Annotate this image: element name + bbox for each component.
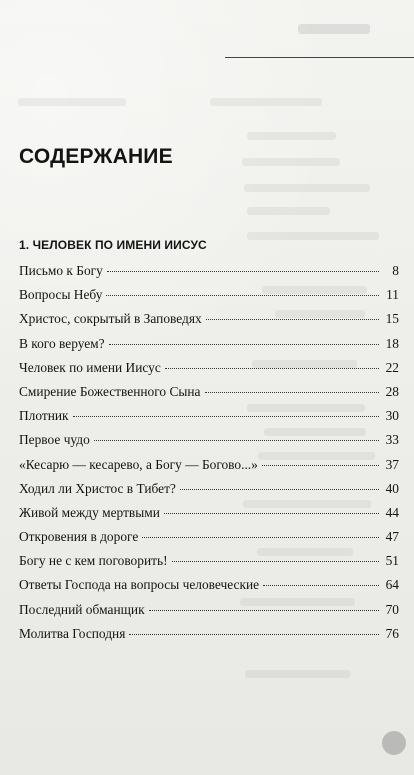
toc-entry-3	[19, 312, 399, 336]
toc-entry-15	[19, 603, 399, 627]
toc-entry-page: 22	[385, 359, 399, 375]
toc-entry-16	[19, 627, 399, 651]
toc-entry-page: 33	[385, 432, 399, 448]
ghost-line-2	[210, 98, 322, 106]
toc-entry-14	[19, 578, 399, 602]
toc-entry-title: Письмо к Богу	[19, 263, 103, 278]
toc-entry-page: 15	[385, 311, 399, 327]
dot-leader	[149, 610, 379, 611]
ghost-line-3	[247, 132, 336, 140]
toc-entry-title: Первое чудо	[19, 432, 90, 448]
dot-leader	[180, 489, 379, 490]
ghost-line-17	[245, 670, 350, 678]
dot-leader	[94, 440, 379, 441]
table-of-contents	[19, 264, 399, 651]
toc-entry-title: Христос, сокрытый в Заповедях	[19, 311, 202, 327]
toc-entry-4	[19, 337, 399, 361]
toc-entry-1	[19, 264, 399, 288]
toc-entry-title: Богу не с кем поговорить!	[19, 553, 168, 569]
dot-leader	[129, 634, 379, 635]
toc-entry-page: 30	[385, 408, 399, 424]
dot-leader	[109, 344, 379, 345]
dot-leader	[205, 392, 380, 393]
toc-entry-6	[19, 385, 399, 409]
dot-leader	[107, 271, 379, 272]
toc-entry-title: Человек по имени Иисус	[19, 359, 161, 375]
dot-leader	[106, 295, 379, 296]
ghost-line-4	[242, 158, 340, 166]
ghost-line-1	[18, 98, 126, 106]
toc-entry-2	[19, 288, 399, 312]
toc-entry-12	[19, 530, 399, 554]
toc-entry-title: «Кесарю — кесарево, а Богу — Богово...»	[19, 456, 258, 472]
toc-entry-13	[19, 554, 399, 578]
toc-entry-title: Ответы Господа на вопросы человеческие	[19, 577, 260, 593]
toc-entry-8	[19, 433, 399, 457]
ghost-line-7	[247, 232, 379, 240]
toc-entry-title: Последний обманщик	[19, 601, 145, 617]
toc-entry-page: 64	[385, 577, 399, 593]
dot-leader	[262, 465, 379, 466]
toc-entry-title: Живой между мертвыми	[19, 504, 160, 520]
top-rule	[225, 57, 414, 58]
toc-entry-page: 11	[386, 287, 399, 303]
dot-leader	[164, 513, 379, 514]
toc-entry-7	[19, 409, 399, 433]
toc-entry-page: 51	[385, 553, 399, 569]
toc-entry-page: 70	[385, 601, 399, 617]
toc-entry-page: 37	[385, 456, 399, 472]
section-heading: 1. ЧЕЛОВЕК ПО ИМЕНИ ИИСУС	[19, 238, 207, 252]
toc-entry-page: 28	[385, 383, 399, 399]
dot-leader	[263, 585, 379, 586]
toc-entry-title: Откровения в дороге	[19, 529, 139, 545]
dot-leader	[165, 368, 379, 369]
toc-entry-page: 40	[385, 480, 399, 496]
toc-entry-page: 44	[385, 504, 399, 520]
toc-entry-page: 47	[385, 529, 399, 545]
page-corner-shadow	[382, 731, 406, 755]
ghost-line-5	[244, 184, 370, 192]
toc-entry-page: 76	[385, 625, 399, 641]
toc-entry-title: Плотник	[19, 408, 69, 424]
dot-leader	[206, 319, 379, 320]
toc-entry-title: В кого веруем?	[19, 335, 105, 351]
dot-leader	[73, 416, 379, 417]
dot-leader	[142, 537, 379, 538]
toc-entry-title: Ходил ли Христос в Тибет?	[19, 480, 176, 496]
ghost-line-6	[247, 207, 330, 215]
toc-entry-5	[19, 361, 399, 385]
toc-entry-9	[19, 458, 399, 482]
toc-entry-page: 8	[392, 263, 399, 278]
page-title: СОДЕРЖАНИЕ	[19, 145, 173, 168]
toc-entry-title: Вопросы Небу	[19, 287, 103, 303]
dot-leader	[172, 561, 379, 562]
toc-entry-11	[19, 506, 399, 530]
toc-entry-page: 18	[385, 335, 399, 351]
toc-entry-title: Смирение Божественного Сына	[19, 383, 201, 399]
toc-entry-10	[19, 482, 399, 506]
toc-entry-title: Молитва Господня	[19, 625, 126, 641]
ghost-header-mark	[298, 24, 370, 34]
